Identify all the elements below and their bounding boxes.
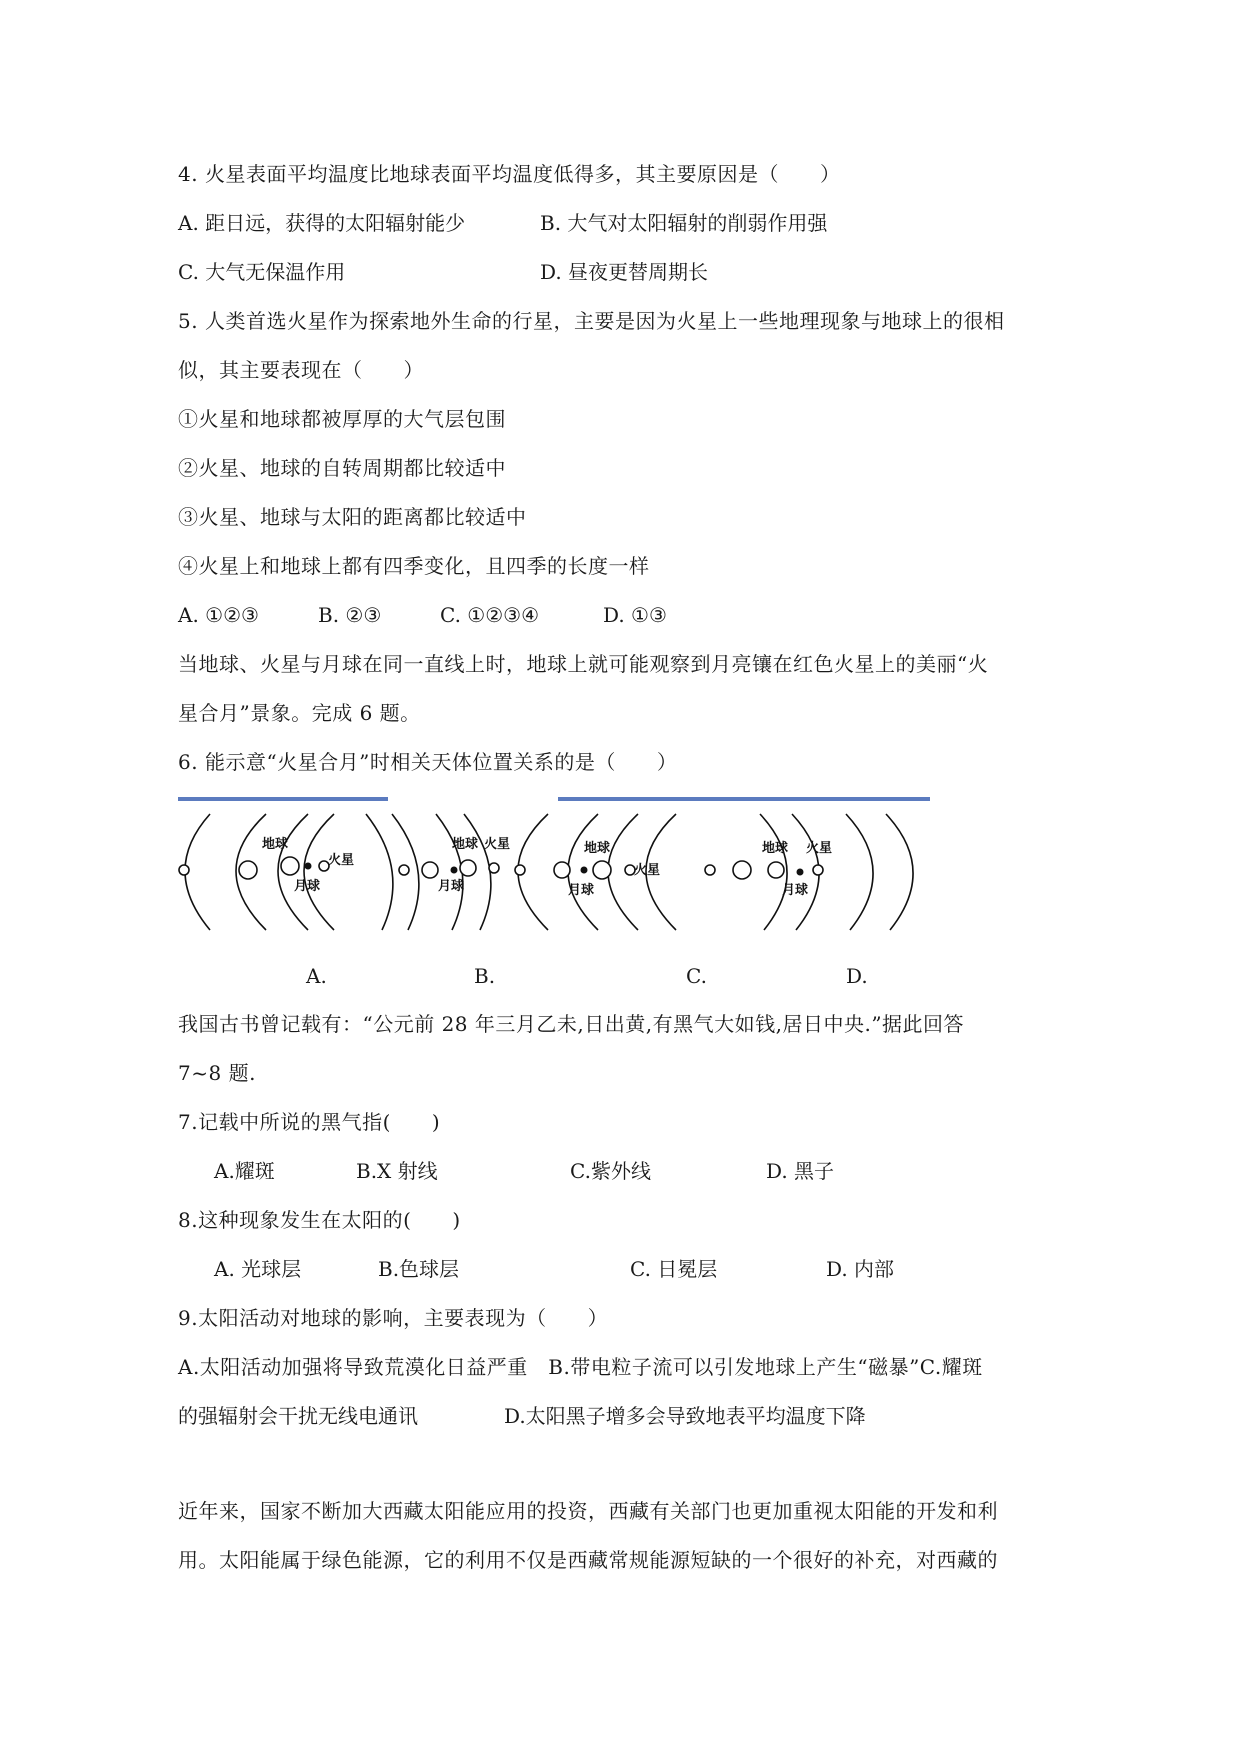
diagram-d-mars bbox=[813, 865, 823, 875]
q5-item-1: ①火星和地球都被厚厚的大气层包围 bbox=[178, 407, 506, 431]
diagram-c-earth-label: 地球 bbox=[584, 841, 611, 856]
diagram-d-earth-label: 地球 bbox=[762, 841, 789, 856]
diagram-d-moon-label: 月球 bbox=[782, 883, 809, 898]
q6-intro-line-1: 当地球、火星与月球在同一直线上时，地球上就可能观察到月亮镶在红色火星上的美丽“火 bbox=[178, 652, 989, 676]
diagram-a-orbit-4 bbox=[304, 814, 334, 930]
q9-option-d: D.太阳黑子增多会导致地表平均温度下降 bbox=[504, 1404, 866, 1428]
q10-intro-line-1: 近年来，国家不断加大西藏太阳能应用的投资，西藏有关部门也更加重视太阳能的开发和利 bbox=[178, 1499, 998, 1523]
q5-item-3: ③火星、地球与太阳的距离都比较适中 bbox=[178, 505, 527, 529]
q4-option-c: C. 大气无保温作用 bbox=[178, 260, 346, 284]
q5-option-b: B. ②③ bbox=[318, 603, 382, 627]
q7-stem: 7.记载中所说的黑气指( ) bbox=[178, 1110, 441, 1134]
q5-stem-line-1: 5. 人类首选火星作为探索地外生命的行星，主要是因为火星上一些地理现象与地球上的很相 bbox=[178, 309, 1005, 333]
q7-option-d: D. 黑子 bbox=[766, 1159, 835, 1183]
diagram-a-earth-label: 地球 bbox=[262, 837, 289, 852]
q10-intro-line-2: 用。太阳能属于绿色能源，它的利用不仅是西藏常规能源短缺的一个很好的补充，对西藏的 bbox=[178, 1548, 998, 1572]
diagram-c-sun-marker bbox=[515, 865, 525, 875]
q7-option-c: C.紫外线 bbox=[570, 1159, 651, 1183]
q5-item-4: ④火星上和地球上都有四季变化，且四季的长度一样 bbox=[178, 554, 650, 578]
diagram-a-venus bbox=[239, 861, 257, 879]
diagram-b-sun-marker bbox=[399, 865, 409, 875]
q5-option-d: D. ①③ bbox=[603, 603, 667, 627]
q4-option-d: D. 昼夜更替周期长 bbox=[540, 260, 709, 284]
q6-option-b-label: B. bbox=[474, 964, 496, 988]
q6-option-c-label: C. bbox=[686, 964, 707, 988]
diagram-c-moon-label: 月球 bbox=[568, 883, 595, 898]
diagram-b-moon-label: 月球 bbox=[438, 879, 465, 894]
q9-options-line-2a: 的强辐射会干扰无线电通讯 bbox=[178, 1404, 418, 1428]
q8-option-d: D. 内部 bbox=[826, 1257, 895, 1281]
q7-option-b: B.X 射线 bbox=[356, 1159, 438, 1183]
q7-option-a: A.耀斑 bbox=[214, 1159, 275, 1183]
q7-intro-line-1: 我国古书曾记载有：“公元前 28 年三月乙未,日出黄,有黑气大如钱,居日中央.”据此回答 bbox=[178, 1012, 965, 1036]
diagram-b-earth bbox=[460, 860, 476, 876]
q6-intro-line-2: 星合月”景象。完成 6 题。 bbox=[178, 701, 421, 725]
diagram-b-mars bbox=[489, 863, 499, 873]
diagram-d-venus bbox=[733, 861, 751, 879]
q5-option-c: C. ①②③④ bbox=[440, 603, 540, 627]
diagram-b-orbit-3 bbox=[436, 814, 463, 930]
q8-option-b: B.色球层 bbox=[378, 1257, 460, 1281]
q9-options-line-1: A.太阳活动加强将导致荒漠化日益严重 B.带电粒子流可以引发地球上产生“磁暴”C.耀斑 bbox=[178, 1355, 983, 1379]
diagram-c-venus bbox=[554, 862, 570, 878]
diagram-d-sun-marker bbox=[705, 865, 715, 875]
diagram-a-sun-marker bbox=[179, 865, 189, 875]
diagram-a-moon bbox=[305, 863, 312, 870]
diagram-c-mars-label: 火星 bbox=[634, 863, 661, 878]
diagram-d-earth bbox=[768, 862, 784, 878]
diagram-d-mars-label: 火星 bbox=[806, 841, 833, 856]
diagram-b-orbit-1 bbox=[366, 814, 393, 930]
q5-stem-line-2: 似，其主要表现在（ ） bbox=[178, 358, 424, 382]
diagram-a-moon-label: 月球 bbox=[294, 879, 321, 894]
q7-intro-line-2: 7~8 题. bbox=[178, 1061, 256, 1085]
q8-stem: 8.这种现象发生在太阳的( ) bbox=[178, 1208, 461, 1232]
q4-stem: 4. 火星表面平均温度比地球表面平均温度低得多，其主要原因是（ ） bbox=[178, 162, 841, 186]
q8-option-a: A. 光球层 bbox=[214, 1257, 302, 1281]
diagram-c-moon bbox=[581, 867, 588, 874]
q6-option-a-label: A. bbox=[306, 964, 327, 988]
diagram-a-earth bbox=[281, 857, 299, 875]
q9-stem: 9.太阳活动对地球的影响，主要表现为（ ） bbox=[178, 1306, 609, 1330]
q6-stem: 6. 能示意“火星合月”时相关天体位置关系的是（ ） bbox=[178, 750, 678, 774]
diagram-d-moon bbox=[797, 869, 804, 876]
diagram-d-orbit-3 bbox=[846, 814, 873, 930]
diagram-b-mars-label: 火星 bbox=[484, 837, 511, 852]
q6-option-d-label: D. bbox=[846, 964, 868, 988]
diagram-a-mars-label: 火星 bbox=[328, 853, 355, 868]
diagram-b-earth-label: 地球 bbox=[452, 837, 479, 852]
diagram-b-venus bbox=[422, 862, 438, 878]
q8-option-c: C. 日冕层 bbox=[630, 1257, 718, 1281]
q5-item-2: ②火星、地球的自转周期都比较适中 bbox=[178, 456, 506, 480]
q4-option-a: A. 距日远，获得的太阳辐射能少 bbox=[178, 211, 466, 235]
q5-option-a: A. ①②③ bbox=[178, 603, 259, 627]
q4-option-b: B. 大气对太阳辐射的削弱作用强 bbox=[540, 211, 828, 235]
diagram-d-orbit-4 bbox=[886, 814, 913, 930]
diagram-c-earth bbox=[593, 861, 611, 879]
diagram-b-moon bbox=[451, 867, 458, 874]
celestial-position-diagrams bbox=[170, 800, 950, 950]
